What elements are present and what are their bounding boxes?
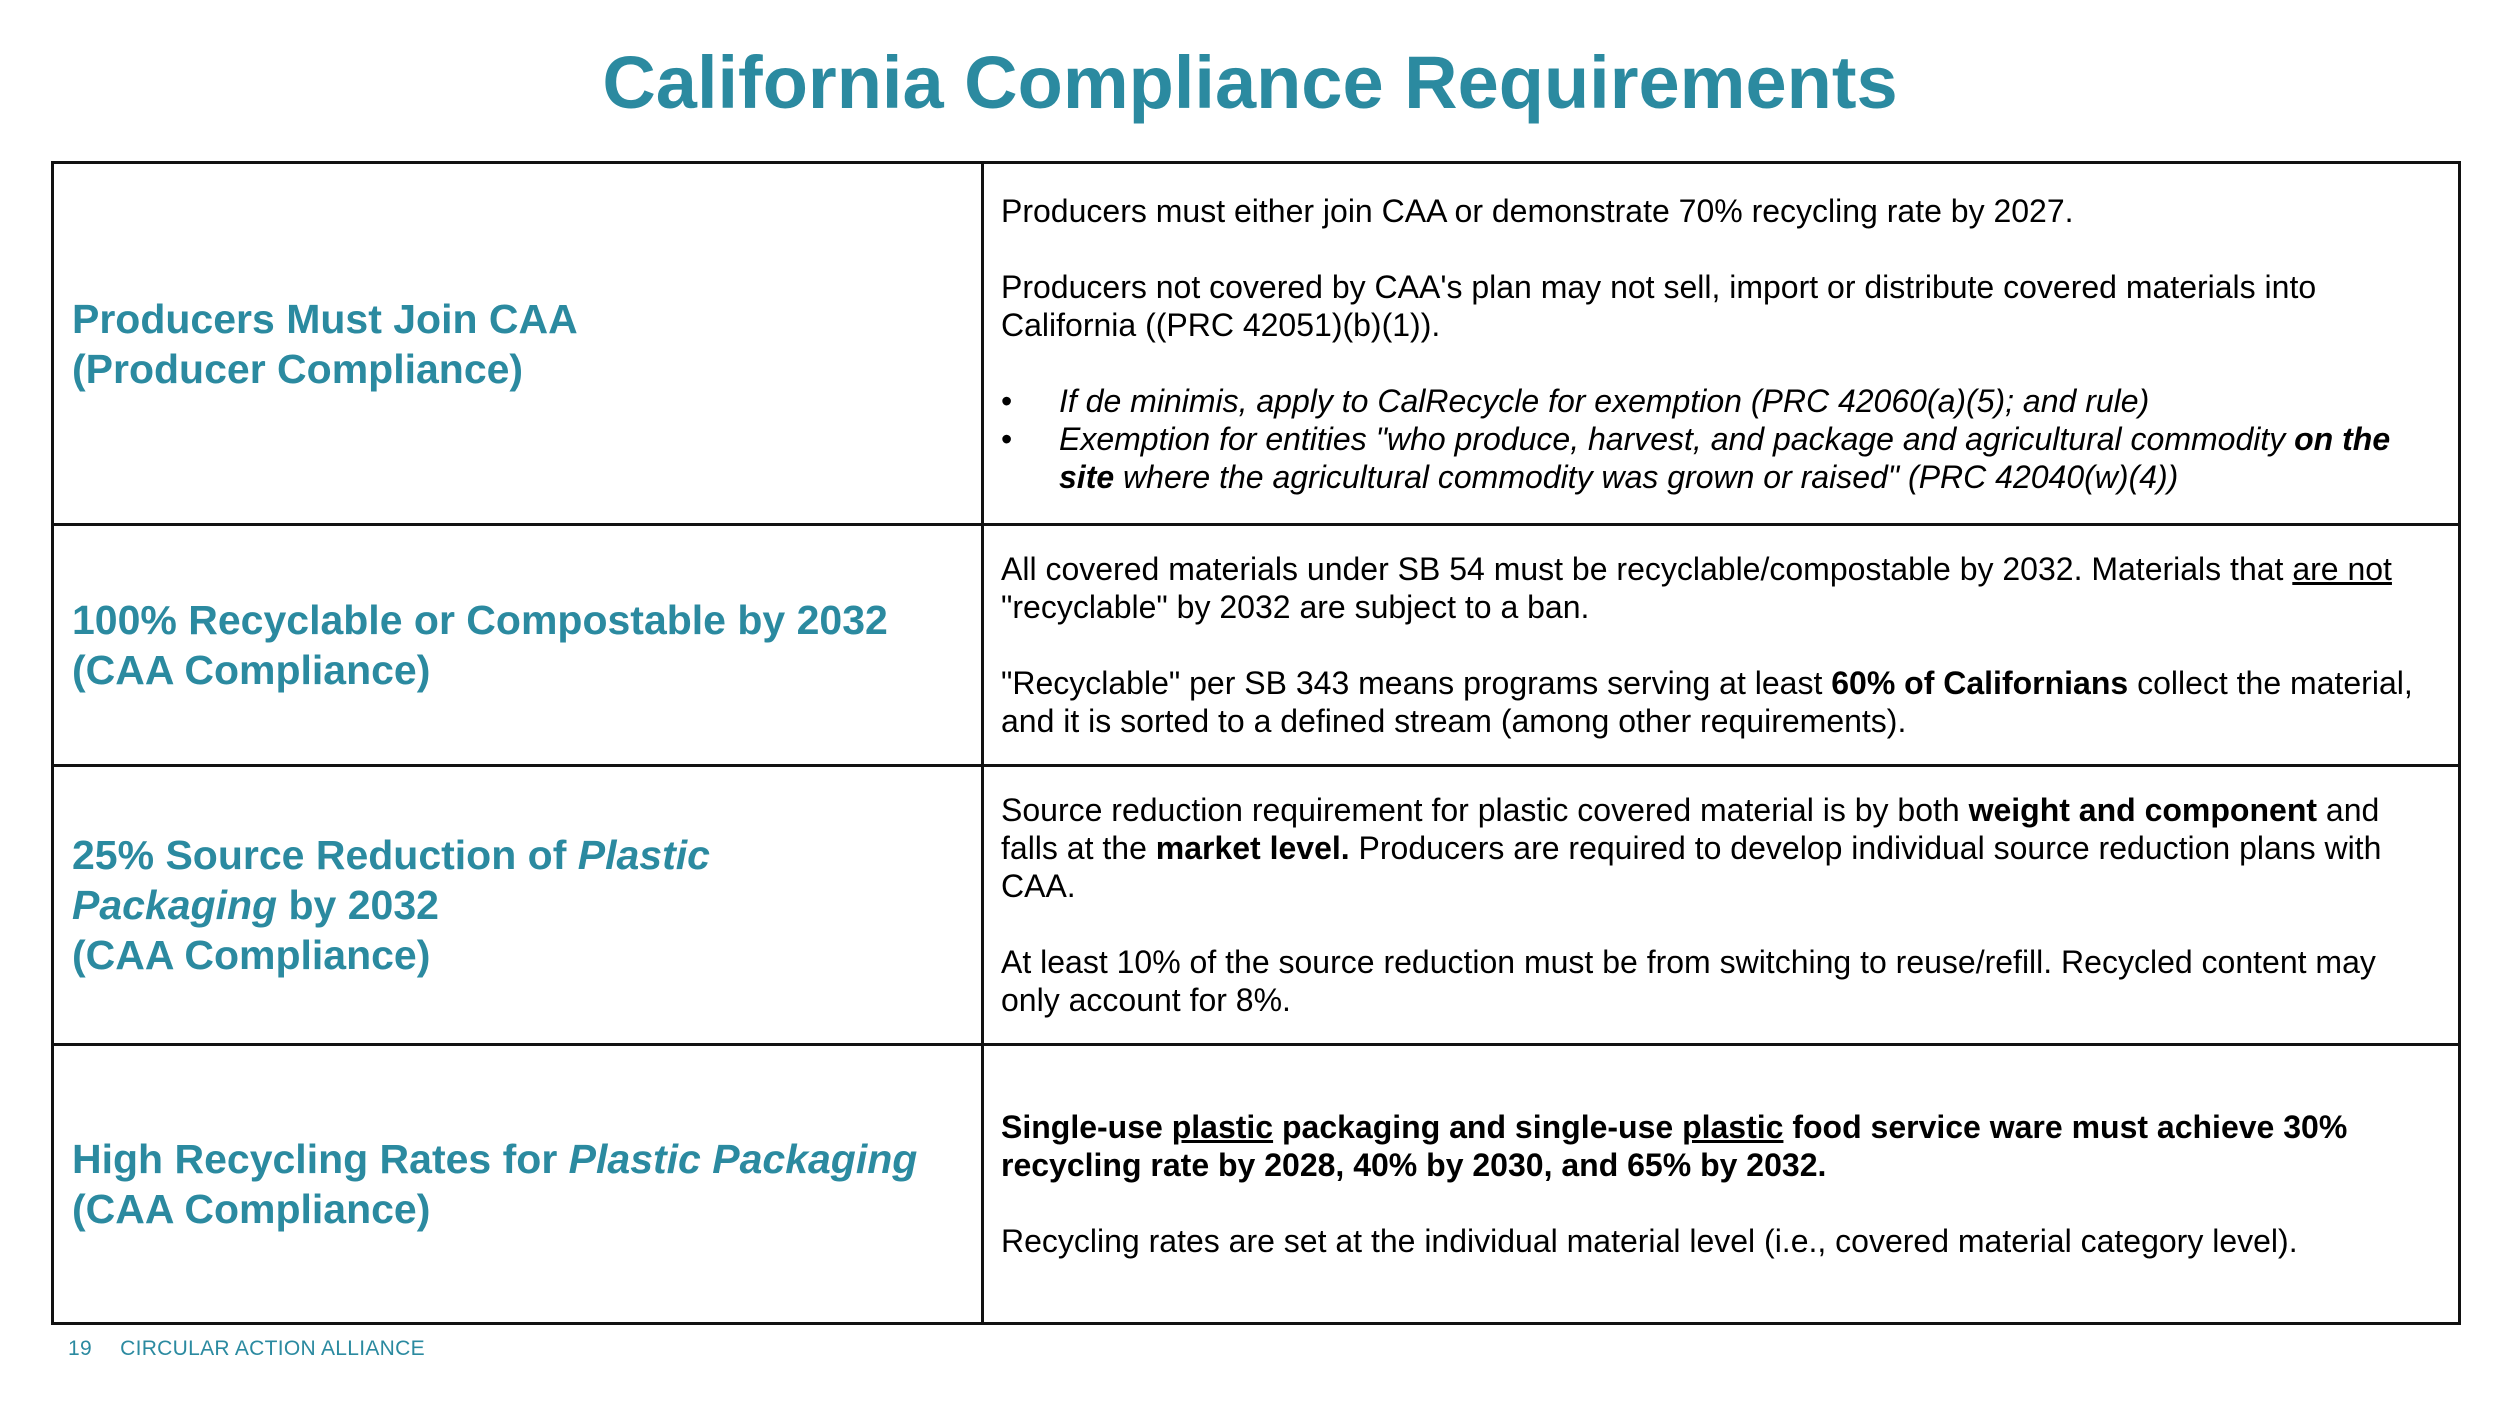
requirement-heading xyxy=(53,163,983,525)
requirement-heading xyxy=(53,1045,983,1324)
detail-paragraph: Single-use plastic packaging and single-use plastic food service ware must achieve 30% recycling rate by 2028, 40% by 2030, and 65% by 2032. xyxy=(1001,1109,2348,1183)
requirement-heading xyxy=(53,766,983,1045)
detail-paragraph: Producers not covered by CAA's plan may not sell, import or distribute covered materials into California ((PRC 42051)(b)(1)). xyxy=(1001,268,2317,343)
detail-paragraph: Producers must either join CAA or demonstrate 70% recycling rate by 2027. xyxy=(1001,192,2074,229)
table-row xyxy=(53,1045,2460,1324)
bold-text: weight and component xyxy=(1968,792,2318,828)
underlined-text: plastic xyxy=(1682,1109,1784,1145)
heading-subline: (Producer Compliance) xyxy=(72,345,524,392)
requirement-details xyxy=(983,1045,2460,1324)
bullet-text: where the agricultural commodity was grown or raised" (PRC 42040(w)(4)) xyxy=(1114,458,2179,495)
requirements-table xyxy=(51,161,2461,1325)
requirement-details xyxy=(983,766,2460,1045)
list-item xyxy=(1001,420,2440,496)
heading-subline: (CAA Compliance) xyxy=(72,647,431,693)
bold-text: market level. xyxy=(1155,830,1350,866)
detail-paragraph: Source reduction requirement for plastic covered material is by both weight and component and falls at the market level. Producers are required to develop individual source reduction plans with CAA. xyxy=(1001,792,2382,904)
bullet-list xyxy=(1001,382,2440,496)
requirement-details xyxy=(983,525,2460,766)
bullet-emphasis: on the site xyxy=(1059,420,2391,495)
requirement-heading xyxy=(53,525,983,766)
detail-paragraph: At least 10% of the source reduction must be from switching to reuse/refill. Recycled content may only account for 8%. xyxy=(1001,944,2376,1018)
list-item xyxy=(1001,382,2440,420)
bold-text: 60% of Californians xyxy=(1831,665,2129,701)
page-number: 19 xyxy=(68,1337,92,1360)
bullet-icon: • xyxy=(1001,420,1013,457)
heading-line: Packaging by 2032 xyxy=(72,882,439,928)
page-title: California Compliance Requirements xyxy=(602,41,1898,124)
footer-org-name: CIRCULAR ACTION ALLIANCE xyxy=(120,1337,425,1360)
heading-line: High Recycling Rates for Plastic Packaging xyxy=(72,1136,918,1182)
detail-paragraph: "Recyclable" per SB 343 means programs serving at least 60% of Californians collect the material, and it is sorted to a defined stream (among other requirements). xyxy=(1001,665,2413,739)
requirement-details xyxy=(983,163,2460,525)
table-row xyxy=(53,766,2460,1045)
heading-line: 100% Recyclable or Compostable by 2032 xyxy=(72,597,888,643)
bullet-icon: • xyxy=(1001,382,1013,419)
underlined-text: plastic xyxy=(1171,1109,1274,1145)
table-row xyxy=(53,525,2460,766)
detail-paragraph: All covered materials under SB 54 must be recyclable/compostable by 2032. Materials that are not "recyclable" by 2032 are subject to a ban. xyxy=(1001,551,2392,625)
heading-line: Producers Must Join CAA xyxy=(72,295,578,342)
underlined-text: are not xyxy=(2292,551,2392,587)
heading-subline: (CAA Compliance) xyxy=(72,1186,431,1232)
heading-subline: (CAA Compliance) xyxy=(72,932,431,978)
detail-paragraph: Recycling rates are set at the individual material level (i.e., covered material category level). xyxy=(1001,1223,2298,1259)
bullet-text: If de minimis, apply to CalRecycle for exemption (PRC 42060(a)(5); and rule) xyxy=(1059,382,2150,419)
bullet-text: Exemption for entities "who produce, harvest, and package and agricultural commodity xyxy=(1059,420,2295,457)
table-row xyxy=(53,163,2460,525)
footer xyxy=(68,1337,425,1361)
heading-line: 25% Source Reduction of Plastic xyxy=(72,832,710,878)
